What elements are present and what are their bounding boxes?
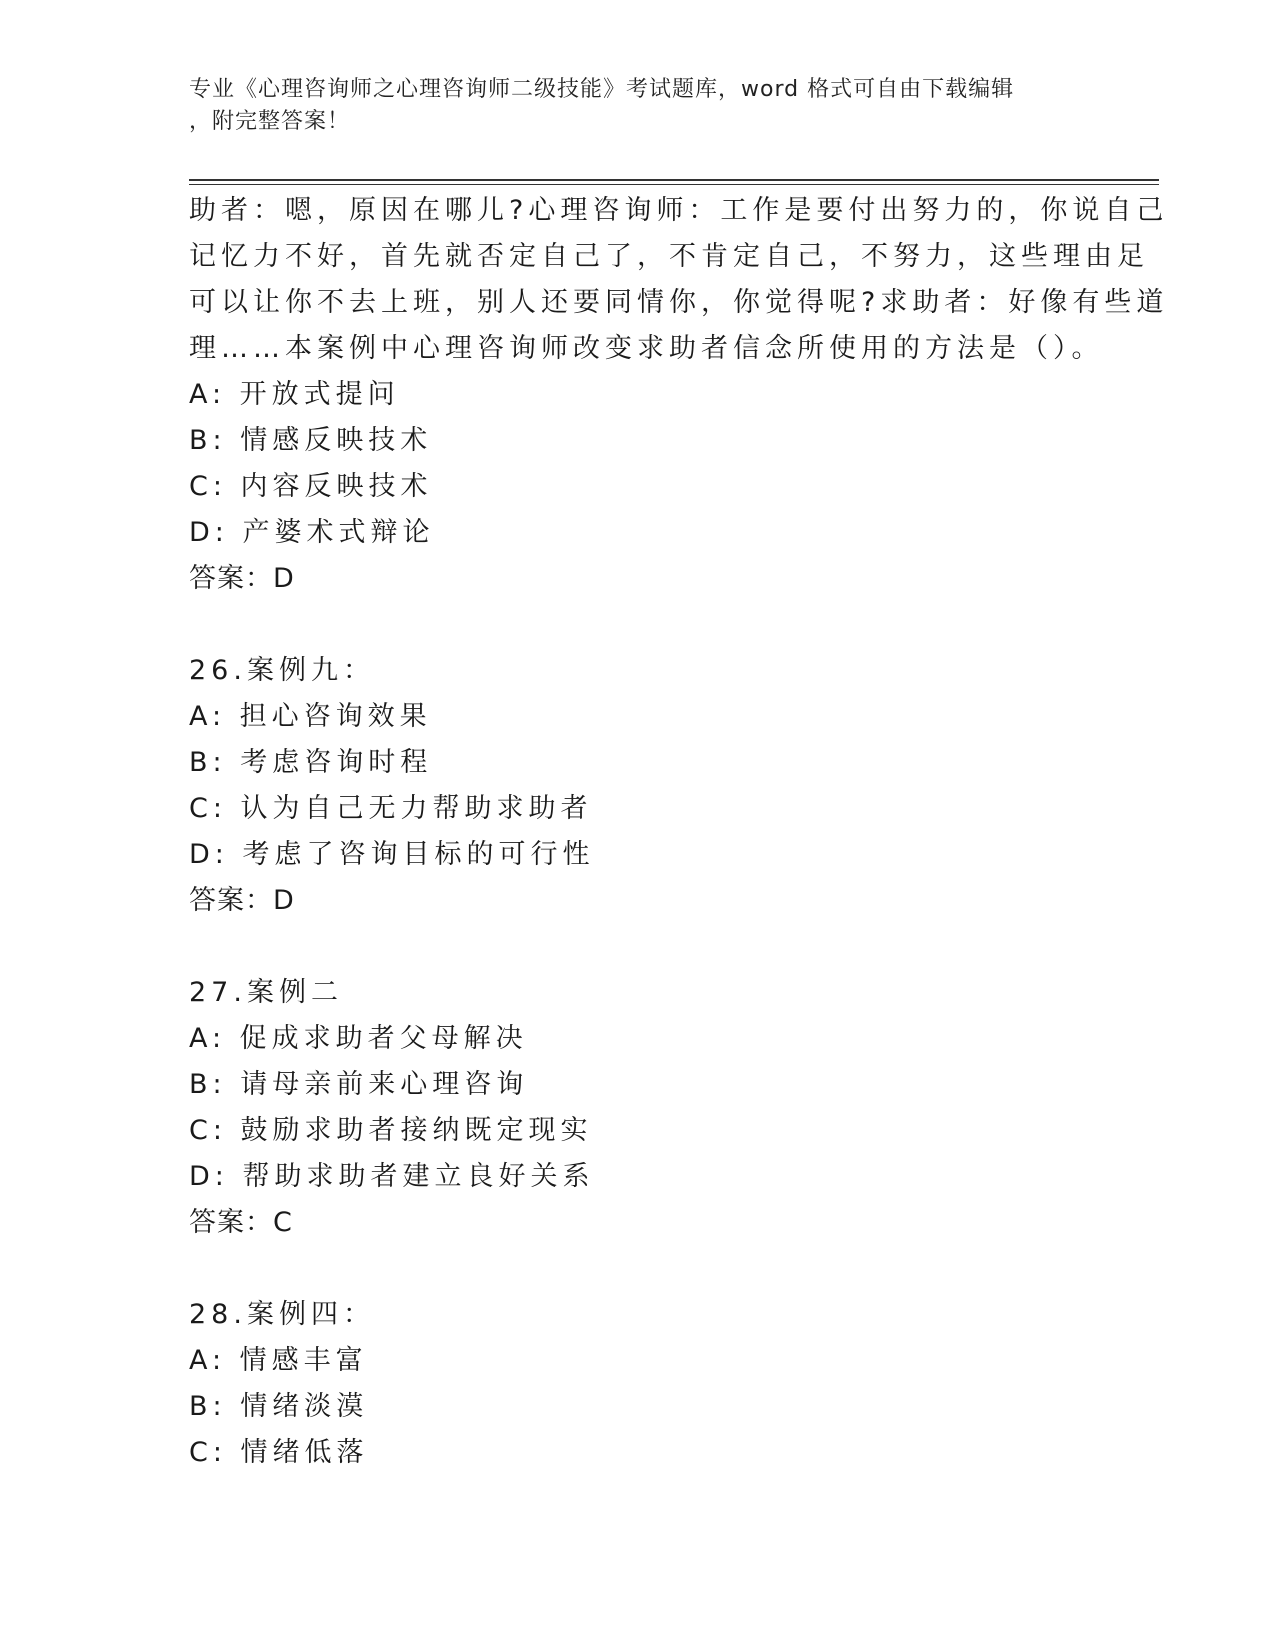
- header-divider-thin: [189, 184, 1159, 185]
- question-26: [189, 648, 1089, 924]
- header-line-1: 专业《心理咨询师之心理咨询师二级技能》考试题库，word 格式可自由下载编辑: [189, 77, 1015, 102]
- option-b: B: 请母亲前来心理咨询: [189, 1069, 529, 1100]
- option-d: D: 帮助求助者建立良好关系: [189, 1161, 595, 1192]
- question-title: 28.案例四：: [189, 1299, 375, 1330]
- option-c: C: 认为自己无力帮助求助者: [189, 793, 593, 824]
- header-line-2: ，附完整答案！: [189, 109, 351, 134]
- answer-label: 答案：C: [189, 1207, 293, 1238]
- question-28: [189, 1292, 1089, 1476]
- option-a: A: 担心咨询效果: [189, 701, 432, 732]
- option-d: D: 产婆术式辩论: [189, 517, 435, 548]
- option-b: B: 考虑咨询时程: [189, 747, 433, 778]
- option-b: B: 情绪淡漠: [189, 1391, 369, 1422]
- option-c: C: 情绪低落: [189, 1437, 369, 1468]
- header-divider-thick: [189, 179, 1159, 181]
- option-c: C: 鼓励求助者接纳既定现实: [189, 1115, 593, 1146]
- question-text-line: 记忆力不好，首先就否定自己了，不肯定自己，不努力，这些理由足: [189, 241, 1149, 272]
- option-a: A: 开放式提问: [189, 379, 400, 410]
- option-a: A: 情感丰富: [189, 1345, 368, 1376]
- question-text-line: 助者：嗯，原因在哪儿?心理咨询师：工作是要付出努力的，你说自己: [189, 195, 1169, 226]
- question-25-continuation: [189, 188, 1169, 602]
- question-title: 26.案例九：: [189, 655, 375, 686]
- option-a: A: 促成求助者父母解决: [189, 1023, 528, 1054]
- option-b: B: 情感反映技术: [189, 425, 433, 456]
- question-text-line: 理……本案例中心理咨询师改变求助者信念所使用的方法是（）。: [189, 333, 1104, 364]
- document-body: [189, 188, 1169, 1476]
- question-text-line: 可以让你不去上班，别人还要同情你，你觉得呢?求助者：好像有些道: [189, 287, 1169, 318]
- option-c: C: 内容反映技术: [189, 471, 433, 502]
- answer-label: 答案：D: [189, 563, 295, 594]
- document-header: [189, 74, 1089, 138]
- question-title: 27.案例二: [189, 977, 343, 1008]
- answer-label: 答案：D: [189, 885, 295, 916]
- option-d: D: 考虑了咨询目标的可行性: [189, 839, 595, 870]
- question-27: [189, 970, 1089, 1246]
